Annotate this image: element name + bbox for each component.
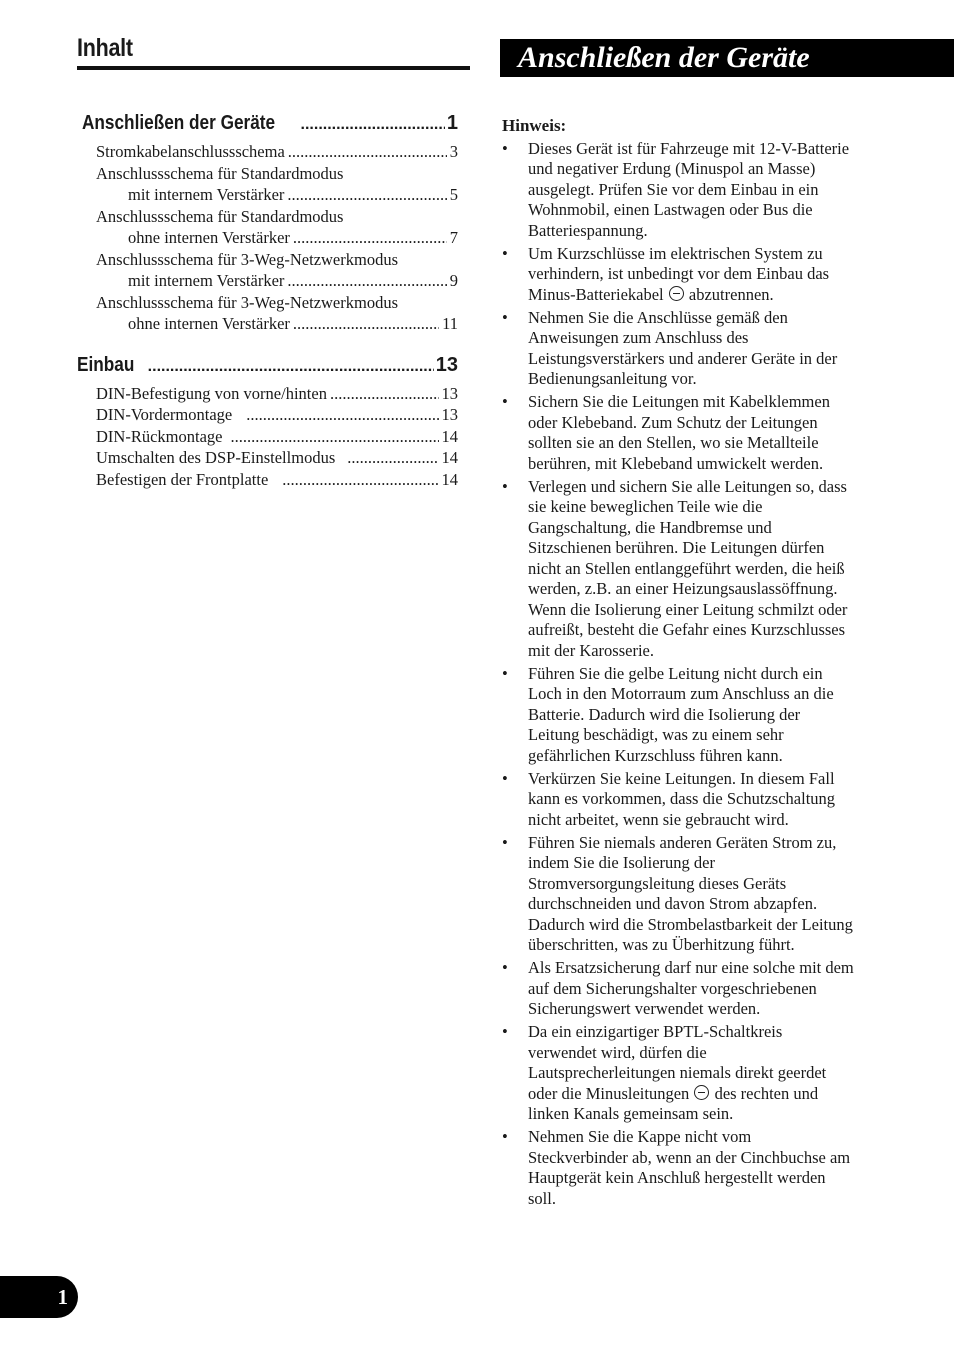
note-line: ausgelegt. Prüfen Sie vor dem Einbau in ein [528, 179, 819, 199]
toc-section-title: Anschließen der Geräte [82, 112, 276, 134]
note-line: Führen Sie niemals anderen Geräten Strom zu, [528, 832, 837, 852]
note-line: Steckverbinder ab, wenn an der Cinchbuchse am [528, 1147, 851, 1167]
bullet-mark: • [502, 663, 508, 683]
note-line: verhindern, ist unbedingt vor dem Einbau das [528, 264, 830, 283]
note-line: indem Sie die Isolierung der [528, 853, 715, 872]
note-item [502, 139, 892, 242]
bullet-mark: • [502, 768, 508, 788]
note-line: mit der Karosserie. [528, 640, 654, 660]
note-line: oder die Minusleitungen des rechten und [528, 1083, 819, 1103]
note-line: berühren, mit Klebeband umwickelt werden. [528, 453, 824, 473]
toc-entry[interactable]: Befestigen der Frontplatte ..... 14 [77, 469, 458, 491]
toc-header [77, 30, 470, 70]
toc-entry[interactable]: mit internem Verstärker ..... 5 [77, 184, 458, 206]
note-line: Lautsprecherleitungen niemals direkt geerdet [528, 1063, 827, 1082]
toc-entry[interactable]: DIN-Rückmontage ..... 14 [77, 426, 458, 448]
notes-list [502, 139, 892, 1210]
note-line: verwendet wird, dürfen die [528, 1042, 707, 1062]
note-line: Bedienungsanleitung vor. [528, 369, 697, 388]
bullet-mark: • [502, 476, 508, 496]
note-line: Um Kurzschlüsse im elektrischen System zu [528, 243, 823, 263]
toc-section-page: 13 [435, 353, 458, 376]
note-line: aufreißt, besteht die Gefahr eines Kurzschlusses [528, 620, 846, 639]
bullet-mark: • [502, 307, 508, 327]
section-title: Anschließen der Geräte [518, 41, 810, 74]
toc-entry[interactable]: mit internem Verstärker ..... 9 [77, 270, 458, 292]
toc-title: Inhalt [77, 34, 133, 62]
note-line: Sichern Sie die Leitungen mit Kabelklemmen [528, 392, 830, 411]
toc-entry[interactable]: ohne internen Verstärker ..... 7 [77, 227, 458, 249]
note-line: kann es vorkommen, dass die Schutzschaltung [528, 789, 836, 808]
toc-entry-line[interactable]: Anschlussschema für 3-Weg-Netzwerkmodus [96, 292, 399, 312]
note-line: und negativer Erdung (Minuspol an Masse) [528, 159, 816, 178]
note-line: Da ein einzigartiger BPTL-Schaltkreis [528, 1022, 783, 1041]
toc-section-anschliessen[interactable] [82, 112, 458, 138]
note-line: Wohnmobil, einen Lastwagen oder Bus die [528, 200, 813, 219]
note-line: Batterie. Dadurch wird die Isolierung der [528, 704, 801, 724]
note-line: Hauptgerät kein Anschluß hergestellt werden [528, 1168, 826, 1187]
note-line: durchschneiden und davon Strom abzapfen. [528, 894, 818, 913]
note-line: sie keine beweglichen Teile wie die [528, 497, 763, 516]
note-item [502, 1127, 892, 1209]
toc-entry-line[interactable]: Anschlussschema für 3-Weg-Netzwerkmodus [96, 249, 399, 269]
note-line: Loch in den Motorraum zum Anschluss an die [528, 684, 834, 703]
toc-entry[interactable]: Umschalten des DSP-Einstellmodus ..... 14 [77, 447, 458, 469]
toc-rule [77, 66, 470, 70]
note-line: Stromversorgungsleitung dieses Geräts [528, 873, 787, 893]
note-line: Nehmen Sie die Kappe nicht vom [528, 1127, 752, 1146]
note-line: nicht an Stellen entlanggeführt werden, die heiß [528, 558, 845, 578]
note-line: Leitung beschädigt, was zu einem sehr [528, 725, 784, 744]
bullet-mark: • [502, 138, 508, 158]
toc-section-einbau[interactable] [77, 354, 458, 380]
toc-entry[interactable]: Stromkabelanschlussschema ..... 3 [77, 141, 458, 163]
note-line: Sitzschienen berühren. Die Leitungen dürfen [528, 538, 825, 557]
toc-section-title: Einbau [77, 353, 135, 376]
note-line: Sicherungswert verwendet werden. [528, 999, 761, 1018]
note-item [502, 833, 892, 956]
note-line: Führen Sie die gelbe Leitung nicht durch ein [528, 663, 823, 683]
note-line: überschritten, was zu Überhitzung führt. [528, 935, 795, 954]
table-of-contents [77, 112, 458, 490]
note-line: auf dem Sicherungshalter vorgeschriebenen [528, 978, 817, 998]
note-item [502, 769, 892, 831]
note-item [502, 308, 892, 390]
bullet-mark: • [502, 1022, 508, 1041]
note-line: sollten sie an den Stellen, wo sie Metallteile [528, 433, 819, 452]
note-line: Als Ersatzsicherung darf nur eine solche mit dem [528, 958, 854, 977]
note-line: Anweisungen zum Anschluss des [528, 328, 749, 347]
toc-entry[interactable]: ohne internen Verstärker ..... 11 [77, 313, 458, 335]
note-line: linken Kanals gemeinsam sein. [528, 1104, 734, 1123]
note-item [502, 244, 892, 306]
bullet-mark: • [502, 392, 508, 411]
toc-entry-line[interactable]: Anschlussschema für Standardmodus [96, 206, 344, 226]
page-number: 1 [57, 1285, 68, 1309]
note-line: oder Klebeband. Zum Schutz der Leitungen [528, 412, 818, 432]
note-item [502, 392, 892, 474]
page-number-badge [0, 1276, 78, 1318]
toc-section-page: 1 [446, 112, 458, 134]
note-line: Nehmen Sie die Anschlüsse gemäß den [528, 307, 788, 327]
note-item [502, 477, 892, 662]
notes-heading: Hinweis: [502, 116, 567, 135]
note-line: Dieses Gerät ist für Fahrzeuge mit 12-V-Batterie [528, 138, 850, 158]
note-line: soll. [528, 1188, 556, 1208]
note-line: Verlegen und sichern Sie alle Leitungen so, dass [528, 476, 847, 496]
note-line: Wenn die Isolierung einer Leitung schmilzt oder [528, 599, 848, 619]
note-line: Gangschaltung, die Handbremse und [528, 517, 772, 537]
note-line: Dadurch wird die Strombelastbarkeit der Leitung [528, 914, 853, 934]
note-item [502, 664, 892, 767]
notes-block [502, 115, 892, 1209]
bullet-mark: • [502, 832, 508, 852]
note-line: Verkürzen Sie keine Leitungen. In diesem Fall [528, 768, 835, 788]
minus-circle-icon [694, 1085, 709, 1100]
toc-entry[interactable]: DIN-Befestigung von vorne/hinten ..... 13 [77, 383, 458, 405]
bullet-mark: • [502, 243, 508, 263]
note-line: Leistungsverstärkers und anderer Geräte in der [528, 348, 838, 368]
minus-circle-icon [669, 286, 684, 301]
note-item [502, 1022, 892, 1125]
section-banner [500, 39, 954, 77]
note-line: nicht arbeitet, wenn sie gebraucht wird. [528, 809, 789, 829]
toc-entry[interactable]: DIN-Vordermontage ..... 13 [77, 404, 458, 426]
bullet-mark: • [502, 958, 508, 977]
note-line: gefährlichen Kurzschluss führen kann. [528, 745, 783, 765]
note-line: werden, z.B. an einer Heizungsauslassöffnung. [528, 579, 838, 598]
note-line: Batteriespannung. [528, 220, 648, 240]
note-line: Minus-Batteriekabel abzutrennen. [528, 284, 774, 304]
bullet-mark: • [502, 1127, 508, 1146]
note-item [502, 958, 892, 1020]
toc-entry-line[interactable]: Anschlussschema für Standardmodus [96, 163, 344, 183]
